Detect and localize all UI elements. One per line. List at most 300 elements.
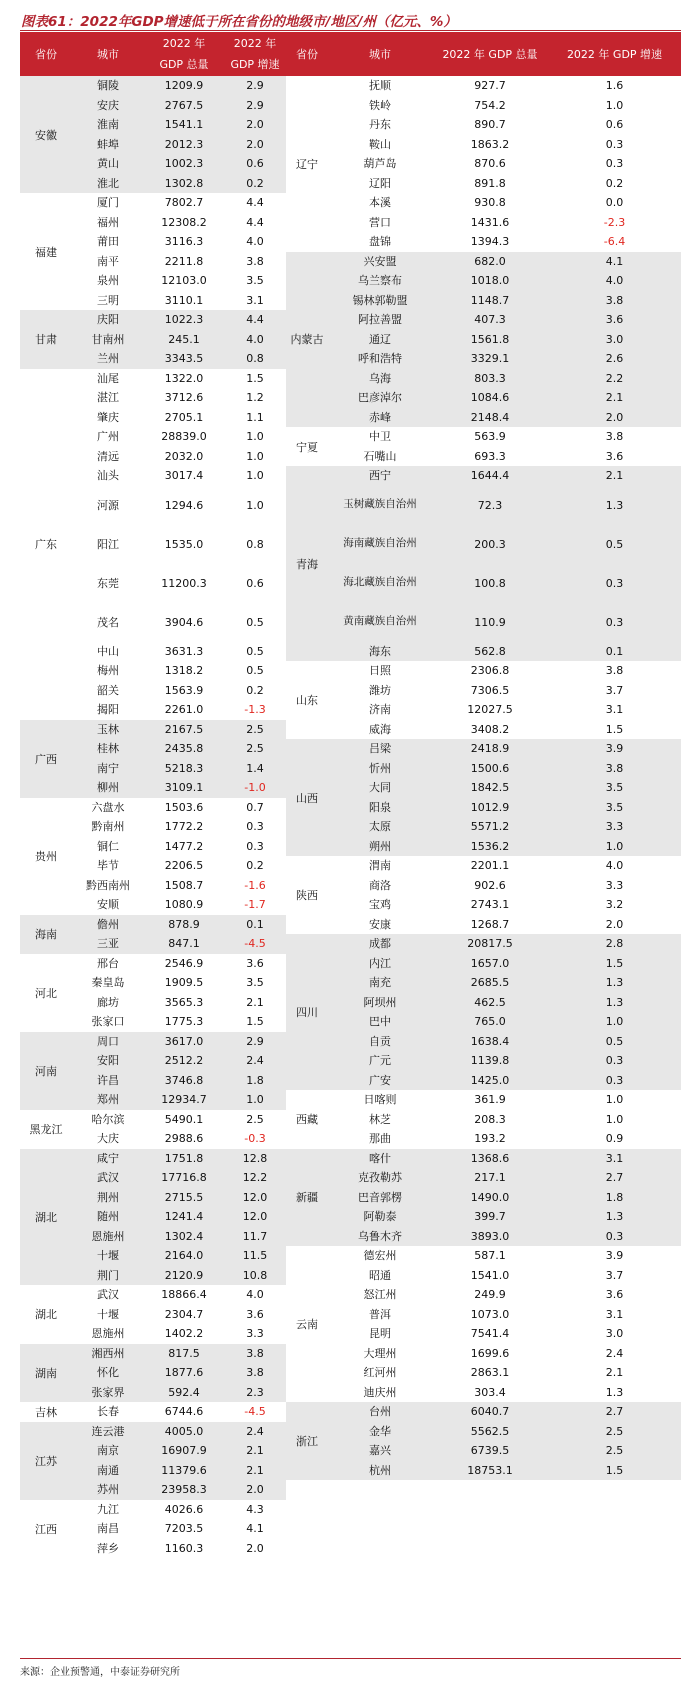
growth-cell: 1.0: [605, 1015, 624, 1029]
city-cell: 吕梁: [369, 742, 391, 756]
growth-cell: -2.3: [603, 215, 626, 229]
city-cell: 商洛: [369, 878, 391, 892]
gdp-cell: 890.7: [474, 118, 506, 132]
left-province-group: [20, 954, 286, 1032]
growth-cell: 1.0: [605, 839, 624, 853]
city-cell: 南充: [369, 976, 391, 990]
table-row: [286, 1012, 681, 1032]
table-row: [286, 1285, 681, 1305]
growth-cell: 3.7: [605, 1268, 624, 1282]
table-row: [286, 1207, 681, 1227]
city-cell: 随州: [97, 1210, 119, 1224]
city-cell: 安顺: [97, 898, 119, 912]
growth-cell: 2.3: [246, 1385, 264, 1399]
gdp-cell: 1018.0: [470, 274, 510, 288]
growth-cell: 0.3: [605, 1054, 624, 1068]
table-row: [20, 427, 286, 447]
gdp-cell: 1877.6: [164, 1366, 204, 1380]
province-cell: 湖北: [35, 1308, 57, 1322]
city-cell: 黔西南州: [86, 878, 130, 892]
growth-cell: 2.0: [246, 1483, 264, 1497]
table-row: [286, 661, 681, 681]
city-cell: 南宁: [97, 761, 119, 775]
table-row: [20, 135, 286, 155]
growth-cell: 0.3: [605, 137, 624, 151]
growth-cell: -0.3: [244, 1132, 266, 1146]
table-row: [20, 759, 286, 779]
growth-cell: -4.5: [244, 1405, 266, 1419]
gdp-cell: 200.3: [474, 537, 506, 551]
growth-cell: 2.5: [246, 742, 264, 756]
province-cell: 西藏: [296, 1113, 318, 1127]
gdp-cell: 1561.8: [470, 332, 510, 346]
table-row: [20, 856, 286, 876]
growth-cell: 2.1: [605, 1366, 624, 1380]
city-cell: 长春: [97, 1405, 119, 1419]
header-gdp-right: 2022 年 GDP 总量: [442, 47, 538, 61]
table-row: [20, 1305, 286, 1325]
growth-cell: 1.0: [605, 1093, 624, 1107]
table-row: [286, 330, 681, 350]
city-cell: 乌兰察布: [358, 274, 402, 288]
gdp-cell: 2685.5: [470, 976, 510, 990]
city-cell: 太原: [369, 820, 391, 834]
growth-cell: 1.6: [605, 79, 624, 93]
gdp-cell: 2767.5: [164, 98, 204, 112]
table-row: [20, 1539, 286, 1559]
growth-cell: 0.1: [605, 644, 624, 658]
gdp-cell: 1209.9: [164, 79, 204, 93]
province-cell: 山东: [296, 694, 318, 707]
growth-cell: 1.0: [246, 430, 264, 444]
city-cell: 嘉兴: [369, 1444, 391, 1458]
table-row: [20, 739, 286, 759]
figure-title: 图表61：2022年GDP增速低于所在省份的地级市/地区/州（亿元、%）: [21, 14, 457, 30]
table-row: [286, 876, 681, 896]
left-province-group: [20, 720, 286, 798]
gdp-cell: 1541.1: [164, 118, 204, 132]
growth-cell: 4.0: [246, 1288, 264, 1302]
gdp-cell: 2148.4: [470, 410, 510, 424]
growth-cell: 2.4: [246, 1054, 264, 1068]
city-cell: 昭通: [369, 1268, 391, 1282]
right-province-group: [286, 1149, 681, 1247]
table-row: [20, 193, 286, 213]
city-cell: 荆门: [97, 1268, 119, 1282]
header-province-left: 省份: [35, 47, 57, 61]
city-cell: 德宏州: [363, 1249, 397, 1263]
table-row: [286, 1149, 681, 1169]
table-row: [20, 915, 286, 935]
city-cell: 邢台: [97, 956, 119, 970]
city-cell: 南平: [97, 254, 119, 268]
table-row: [286, 915, 681, 935]
table-row: [20, 388, 286, 408]
gdp-cell: 1012.9: [470, 800, 510, 814]
gdp-cell: 1431.6: [470, 215, 510, 229]
table-row: [20, 1344, 286, 1364]
growth-cell: 3.6: [246, 1307, 264, 1321]
city-cell: 普洱: [369, 1307, 391, 1321]
right-province-group: [286, 661, 681, 739]
table-row: [286, 1071, 681, 1091]
table-row: [286, 466, 681, 486]
gdp-cell: 2201.1: [470, 859, 510, 873]
growth-cell: 2.9: [246, 1034, 264, 1048]
province-cell: 四川: [296, 1006, 318, 1019]
growth-cell: 0.5: [246, 664, 264, 678]
province-cell: 山西: [296, 791, 318, 805]
growth-cell: 1.3: [605, 1385, 624, 1399]
city-cell: 丹东: [369, 118, 391, 132]
table-row: [20, 1363, 286, 1383]
growth-cell: 1.0: [605, 1112, 624, 1126]
growth-cell: 3.8: [605, 761, 624, 775]
city-cell: 赤峰: [369, 410, 391, 424]
city-cell: 呼和浩特: [358, 352, 402, 366]
gdp-cell: 7802.7: [164, 196, 204, 210]
province-cell: 陕西: [296, 889, 318, 902]
table-row: [286, 603, 681, 642]
growth-cell: 0.5: [605, 1034, 624, 1048]
gdp-cell: 3712.6: [164, 391, 204, 405]
growth-cell: 0.3: [605, 615, 624, 629]
growth-cell: 2.8: [605, 937, 624, 951]
city-cell: 廊坊: [97, 995, 119, 1009]
left-province-group: [20, 310, 286, 369]
table-row: [20, 1461, 286, 1481]
city-cell: 湛江: [97, 391, 119, 405]
header-province-right: 省份: [296, 47, 318, 61]
growth-cell: 3.6: [605, 313, 624, 327]
table-row: [20, 1227, 286, 1247]
gdp-cell: 3904.6: [164, 615, 204, 629]
right-province-group: [286, 427, 681, 466]
gdp-cell: 2164.0: [164, 1249, 204, 1263]
gdp-cell: 6739.5: [470, 1444, 510, 1458]
growth-cell: 1.0: [246, 449, 264, 463]
city-cell: 中山: [97, 644, 119, 658]
gdp-cell: 1536.2: [470, 839, 510, 853]
table-row: [286, 700, 681, 720]
province-cell: 广东: [35, 538, 57, 551]
table-row: [20, 895, 286, 915]
table-row: [20, 1129, 286, 1149]
gdp-cell: 2715.5: [164, 1190, 204, 1204]
city-cell: 渭南: [369, 859, 391, 873]
gdp-cell: 1751.8: [164, 1151, 204, 1165]
gdp-cell: 23958.3: [161, 1483, 207, 1497]
table-row: [20, 213, 286, 233]
gdp-cell: 3110.1: [164, 293, 204, 307]
gdp-cell: 1318.2: [164, 664, 204, 678]
table-row: [286, 1422, 681, 1442]
table-row: [286, 76, 681, 96]
province-cell: 浙江: [296, 1435, 318, 1448]
table-row: [20, 1246, 286, 1266]
left-province-group: [20, 915, 286, 954]
gdp-cell: 361.9: [474, 1093, 506, 1107]
growth-cell: 3.5: [605, 800, 624, 814]
city-cell: 广安: [369, 1073, 391, 1087]
city-cell: 萍乡: [97, 1541, 119, 1555]
city-cell: 喀什: [369, 1151, 391, 1165]
gdp-cell: 902.6: [474, 878, 506, 892]
city-cell: 林芝: [369, 1112, 391, 1126]
table-row: [20, 271, 286, 291]
table-row: [286, 973, 681, 993]
growth-cell: 1.5: [246, 1015, 264, 1029]
gdp-cell: 2304.7: [164, 1307, 204, 1321]
gdp-cell: 1563.9: [164, 683, 204, 697]
growth-cell: 11.7: [242, 1229, 268, 1243]
table-row: [286, 817, 681, 837]
city-cell: 自贡: [369, 1034, 391, 1048]
growth-cell: 0.8: [246, 352, 264, 366]
growth-cell: 0.6: [246, 576, 264, 590]
gdp-cell: 2988.6: [164, 1132, 204, 1146]
table-row: [286, 1090, 681, 1110]
table-row: [286, 778, 681, 798]
gdp-cell: 303.4: [474, 1385, 506, 1399]
growth-cell: 3.2: [605, 898, 624, 912]
city-cell: 乌鲁木齐: [358, 1229, 402, 1243]
left-province-group: [20, 1285, 286, 1344]
table-row: [286, 642, 681, 662]
right-province-group: [286, 739, 681, 856]
city-cell: 兰州: [97, 352, 119, 366]
city-cell: 宝鸡: [369, 898, 391, 912]
city-cell: 福州: [97, 215, 119, 229]
table-row: [20, 954, 286, 974]
city-cell: 阳江: [97, 537, 119, 551]
city-cell: 三亚: [97, 937, 119, 951]
growth-cell: 3.5: [246, 274, 264, 288]
growth-cell: 0.3: [605, 1229, 624, 1243]
table-row: [20, 798, 286, 818]
growth-cell: 2.6: [605, 352, 624, 366]
table-row: [286, 388, 681, 408]
city-cell: 盘锦: [369, 235, 391, 249]
growth-cell: 0.1: [246, 917, 264, 931]
gdp-cell: 245.1: [168, 332, 200, 346]
left-province-group: [20, 1402, 286, 1422]
gdp-cell: 28839.0: [161, 430, 207, 444]
gdp-cell: 817.5: [168, 1346, 200, 1360]
table-row: [20, 1149, 286, 1169]
province-cell: 吉林: [35, 1405, 57, 1419]
growth-cell: 4.0: [605, 274, 624, 288]
left-table-half: [20, 76, 286, 1657]
gdp-cell: 693.3: [474, 449, 506, 463]
city-cell: 日喀则: [363, 1093, 397, 1107]
city-cell: 莆田: [97, 235, 119, 249]
source-note: 来源：企业预警通，中泰证券研究所: [20, 1667, 180, 1678]
gdp-cell: 7203.5: [164, 1522, 204, 1536]
growth-cell: 0.2: [246, 683, 264, 697]
growth-cell: 12.8: [242, 1151, 268, 1165]
growth-cell: 1.3: [605, 976, 624, 990]
growth-cell: 3.9: [605, 1249, 624, 1263]
city-cell: 梅州: [97, 664, 119, 678]
gdp-cell: 847.1: [168, 937, 200, 951]
left-province-group: [20, 1149, 286, 1286]
growth-cell: 0.3: [246, 839, 264, 853]
table-row: [286, 252, 681, 272]
gdp-cell: 1294.6: [164, 498, 204, 512]
table-row: [286, 1051, 681, 1071]
gdp-cell: 2120.9: [164, 1268, 204, 1282]
gdp-cell: 1500.6: [470, 761, 510, 775]
city-cell: 大同: [369, 781, 391, 795]
right-province-group: [286, 1090, 681, 1149]
table-row: [20, 993, 286, 1013]
city-cell: 葫芦岛: [363, 157, 397, 171]
growth-cell: 1.5: [246, 371, 264, 385]
gdp-cell: 110.9: [474, 615, 506, 629]
table-row: [286, 856, 681, 876]
table-row: [286, 486, 681, 525]
growth-cell: 1.0: [246, 1093, 264, 1107]
city-cell: 济南: [369, 703, 391, 717]
gdp-cell: 1073.0: [470, 1307, 510, 1321]
growth-cell: -4.5: [244, 937, 266, 951]
growth-cell: 2.4: [246, 1424, 264, 1438]
city-cell: 儋州: [97, 917, 119, 931]
gdp-cell: 927.7: [474, 79, 506, 93]
table-row: [286, 369, 681, 389]
city-cell: 桂林: [97, 742, 119, 756]
gdp-cell: 4026.6: [164, 1502, 204, 1516]
gdp-cell: 878.9: [168, 917, 200, 931]
growth-cell: 4.4: [246, 313, 264, 327]
table-row: [20, 330, 286, 350]
growth-cell: 0.9: [605, 1132, 624, 1146]
growth-cell: 2.1: [246, 1463, 264, 1477]
gdp-cell: 3746.8: [164, 1073, 204, 1087]
left-province-group: [20, 798, 286, 915]
growth-cell: 3.6: [605, 449, 624, 463]
growth-cell: 1.0: [246, 498, 264, 512]
city-cell: 黔南州: [91, 820, 125, 834]
city-cell: 湘西州: [91, 1346, 125, 1360]
growth-cell: 0.2: [246, 176, 264, 190]
table-row: [286, 447, 681, 467]
city-cell: 安康: [369, 917, 391, 931]
left-province-group: [20, 1422, 286, 1500]
table-row: [20, 154, 286, 174]
city-cell: 广州: [97, 430, 119, 444]
city-cell: 清远: [97, 449, 119, 463]
table-row: [286, 291, 681, 311]
growth-cell: 1.3: [605, 995, 624, 1009]
table-row: [20, 1383, 286, 1403]
table-row: [286, 1461, 681, 1481]
city-cell: 韶关: [97, 683, 119, 697]
table-row: [20, 700, 286, 720]
table-row: [286, 193, 681, 213]
growth-cell: 1.5: [605, 1463, 624, 1477]
city-cell: 台州: [369, 1405, 391, 1419]
gdp-cell: 1638.4: [470, 1034, 510, 1048]
growth-cell: 3.6: [605, 1288, 624, 1302]
city-cell: 茂名: [97, 615, 119, 629]
gdp-cell: 12934.7: [161, 1093, 207, 1107]
gdp-cell: 1080.9: [164, 898, 204, 912]
table-row: [286, 349, 681, 369]
gdp-cell: 1394.3: [470, 235, 510, 249]
province-cell: 内蒙古: [290, 333, 324, 347]
city-cell: 那曲: [369, 1132, 391, 1146]
growth-cell: 4.4: [246, 215, 264, 229]
table-row: [20, 76, 286, 96]
table-row: [20, 447, 286, 467]
growth-cell: 3.8: [246, 254, 264, 268]
city-cell: 黄南藏族自治州: [343, 615, 417, 628]
gdp-cell: 2512.2: [164, 1054, 204, 1068]
left-province-group: [20, 369, 286, 720]
gdp-cell: 193.2: [474, 1132, 506, 1146]
table-row: [20, 1324, 286, 1344]
table-row: [286, 1032, 681, 1052]
table-row: [20, 1071, 286, 1091]
table-row: [20, 1032, 286, 1052]
table-row: [20, 1266, 286, 1286]
city-cell: 安阳: [97, 1054, 119, 1068]
table-row: [286, 954, 681, 974]
table-row: [286, 895, 681, 915]
gdp-cell: 1302.4: [164, 1229, 204, 1243]
growth-cell: 1.5: [605, 956, 624, 970]
city-cell: 鞍山: [369, 137, 391, 151]
gdp-cell: 3116.3: [164, 235, 204, 249]
gdp-cell: 1644.4: [470, 469, 510, 483]
growth-cell: 4.0: [246, 332, 264, 346]
city-cell: 阿勒泰: [363, 1210, 397, 1224]
table-row: [286, 1402, 681, 1422]
city-cell: 忻州: [369, 761, 391, 775]
growth-cell: 1.8: [605, 1190, 624, 1204]
table-row: [20, 564, 286, 603]
gdp-cell: 5218.3: [164, 761, 204, 775]
gdp-cell: 1490.0: [470, 1190, 510, 1204]
growth-cell: 3.0: [605, 1327, 624, 1341]
growth-cell: 12.2: [242, 1171, 268, 1185]
gdp-cell: 1022.3: [164, 313, 204, 327]
city-cell: 中卫: [369, 430, 391, 444]
city-cell: 西宁: [369, 469, 391, 483]
province-cell: 贵州: [35, 850, 57, 863]
gdp-cell: 1909.5: [164, 976, 204, 990]
city-cell: 汕尾: [97, 371, 119, 385]
growth-cell: 0.7: [246, 800, 264, 814]
table-row: [286, 1129, 681, 1149]
growth-cell: 3.3: [246, 1327, 264, 1341]
gdp-cell: 1535.0: [164, 537, 204, 551]
growth-cell: -1.0: [244, 781, 266, 795]
gdp-cell: 562.8: [474, 644, 506, 658]
gdp-cell: 1139.8: [470, 1054, 510, 1068]
table-row: [20, 369, 286, 389]
table-row: [286, 1168, 681, 1188]
city-cell: 许昌: [97, 1073, 119, 1087]
table-row: [286, 934, 681, 954]
city-cell: 阳泉: [369, 800, 391, 814]
city-cell: 阿拉善盟: [358, 313, 402, 327]
province-cell: 湖南: [35, 1366, 57, 1380]
table-row: [20, 291, 286, 311]
table-row: [20, 232, 286, 252]
